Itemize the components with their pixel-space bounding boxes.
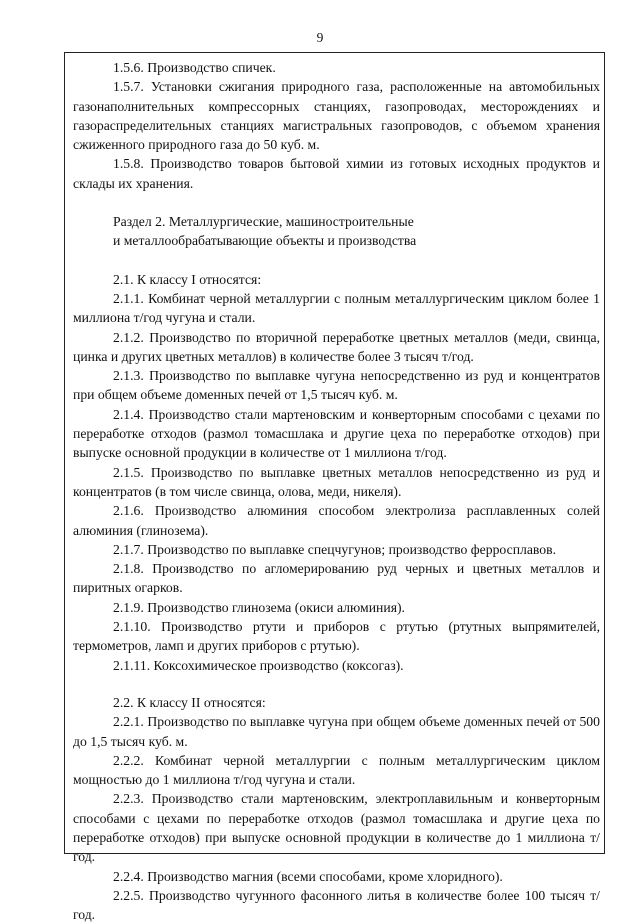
class-1-intro: 2.1. К классу I относятся: bbox=[113, 271, 262, 287]
document-body bbox=[73, 58, 600, 924]
paragraph-2-1-5: 2.1.5. Производство по выплавке цветных металлов непосредственно из руд и концентратов (в том числе свинца, олова, меди, никеля). bbox=[73, 464, 600, 499]
paragraph-2-1-2: 2.1.2. Производство по вторичной переработке цветных металлов (меди, свинца, цинка и других цветных металлов) в количестве более 3 тысяч т/год. bbox=[73, 329, 600, 364]
paragraph-2-1-7: 2.1.7. Производство по выплавке спецчугунов; производство ферросплавов. bbox=[113, 541, 557, 557]
paragraph-2-1-11: 2.1.11. Коксохимическое производство (коксогаз). bbox=[113, 657, 404, 673]
paragraph-2-2-1: 2.2.1. Производство по выплавке чугуна при общем объеме доменных печей от 500 до 1,5 тысяч куб. м. bbox=[73, 714, 600, 749]
section-heading-line-1: Раздел 2. Металлургические, машиностроительные bbox=[113, 214, 414, 230]
paragraph-2-1-10: 2.1.10. Производство ртути и приборов с ртутью (ртутных выпрямителей, термометров, ламп и других приборов с ртутью). bbox=[73, 619, 600, 654]
paragraph-2-1-3: 2.1.3. Производство по выплавке чугуна непосредственно из руд и концентратов при общем объеме доменных печей от 1,5 тысяч куб. м. bbox=[73, 368, 600, 403]
paragraph-2-1-8: 2.1.8. Производство по агломерированию руд черных и цветных металлов и пиритных огарков. bbox=[73, 561, 600, 596]
paragraph-1-5-8: 1.5.8. Производство товаров бытовой химии из готовых исходных продуктов и склады их хранения. bbox=[73, 156, 600, 191]
page-number: 9 bbox=[316, 30, 324, 45]
paragraph-1-5-6: 1.5.6. Производство спичек. bbox=[113, 60, 276, 75]
paragraph-2-1-6: 2.1.6. Производство алюминия способом электролиза расплавленных солей алюминия (глинозема). bbox=[73, 503, 600, 538]
paragraph-1-5-7: 1.5.7. Установки сжигания природного газа, расположенные на автомобильных газонаполнительных компрессорных станциях, газопроводах, месторождениях и газораспределительных станциях магистральных газопроводов, с объемом хранения сжиженного природного газа до 50 куб. м. bbox=[73, 79, 600, 153]
paragraph-2-1-1: 2.1.1. Комбинат черной металлургии с полным металлургическим циклом более 1 миллиона т/год чугуна и стали. bbox=[73, 290, 600, 326]
class-2-intro: 2.2. К классу II относятся: bbox=[113, 694, 266, 710]
paragraph-2-1-4: 2.1.4. Производство стали мартеновским и конверторным способами с цехами по переработке отходов (размол томасшлака и другие цеха по переработке отходов) при выпуске основной продукции в количестве от 1 миллиона т/год. bbox=[73, 406, 600, 461]
paragraph-2-2-5: 2.2.5. Производство чугунного фасонного литья в количестве более 100 тысяч т/год. bbox=[73, 887, 600, 923]
paragraph-2-2-4: 2.2.4. Производство магния (всеми способами, кроме хлоридного). bbox=[113, 868, 503, 884]
paragraph-2-1-9: 2.1.9. Производство глинозема (окиси алюминия). bbox=[113, 599, 405, 615]
paragraph-2-2-2: 2.2.2. Комбинат черной металлургии с полным металлургическим циклом мощностью до 1 миллиона т/год чугуна и стали. bbox=[73, 752, 600, 788]
paragraph-2-2-3: 2.2.3. Производство стали мартеновским, электроплавильным и конверторным способами с цехами по переработке отходов (размол томасшлака и другие цеха по переработке отходов) при выпуске основной продукции в количестве до 1 миллиона т/год. bbox=[73, 791, 600, 865]
section-heading-line-2: и металлообрабатывающие объекты и производства bbox=[113, 233, 417, 249]
